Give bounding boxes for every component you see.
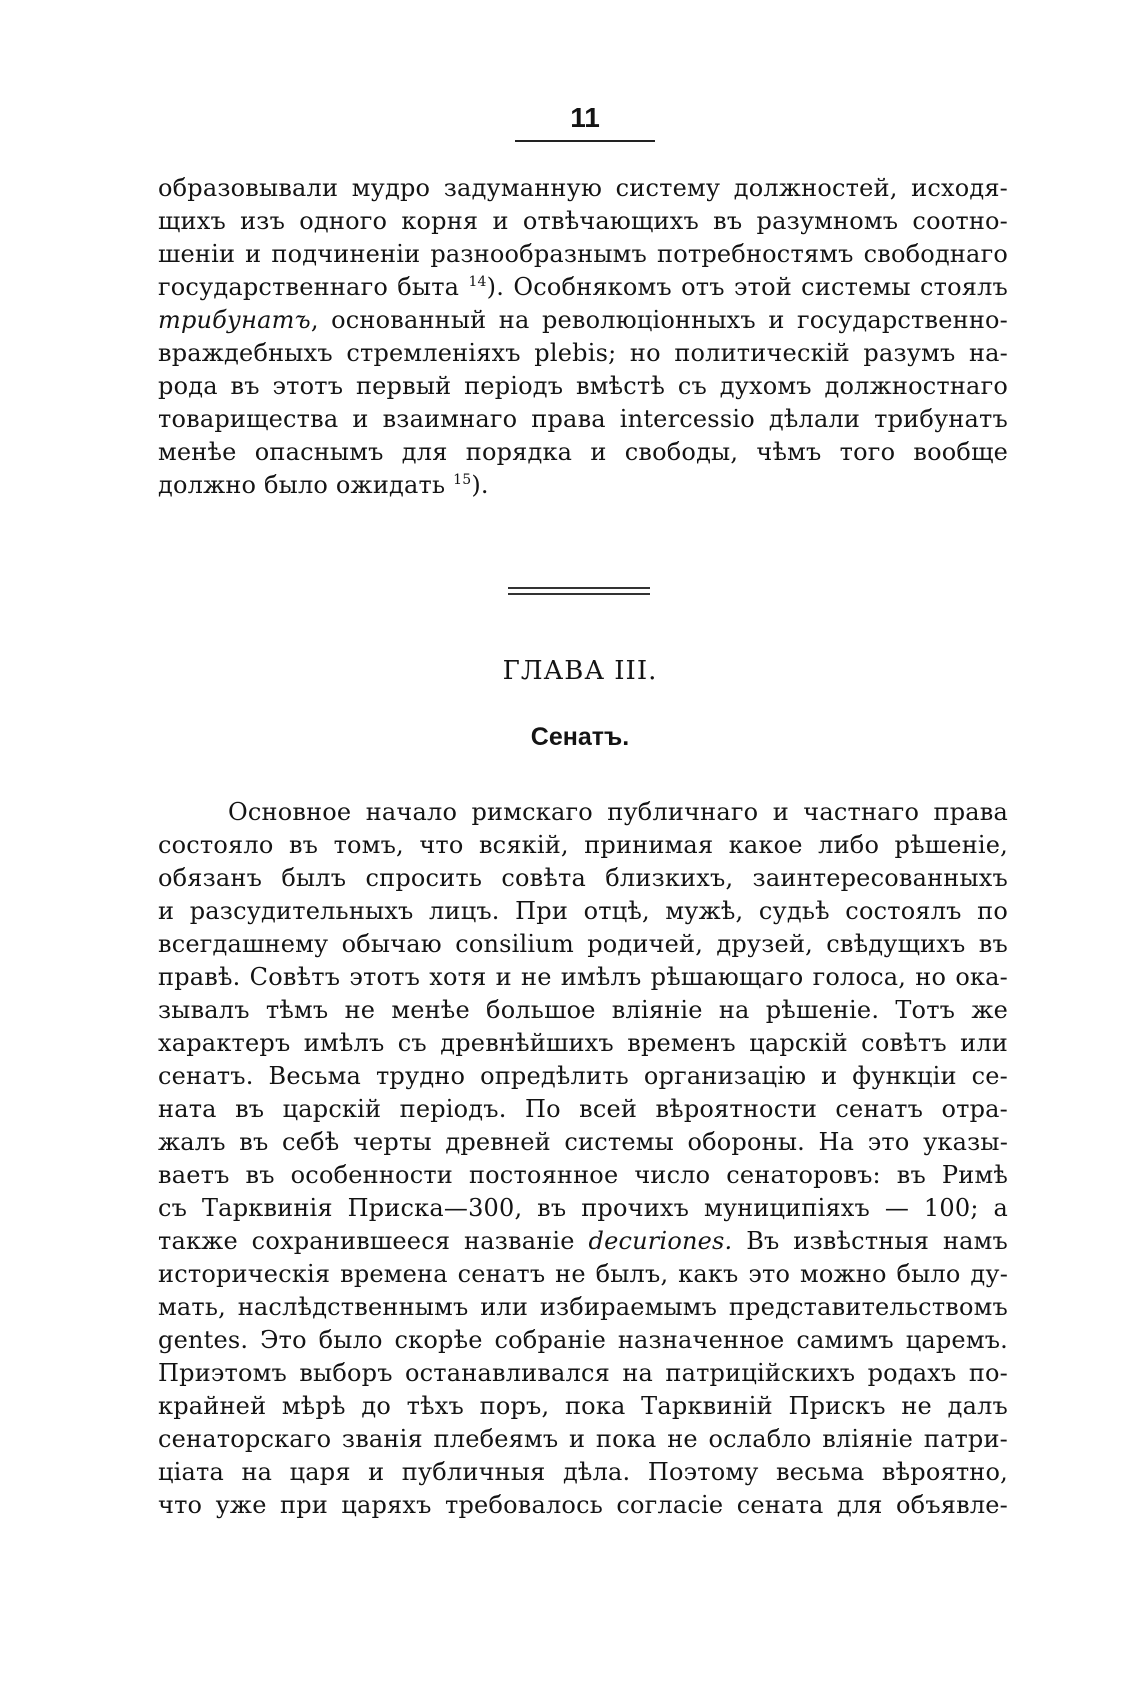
text-line: государственнаго быта $^{14}$). Особнякомъ отъ этой системы стоялъ <box>158 273 1008 301</box>
text-line: рода въ этотъ первый періодъ вмѣстѣ съ духомъ должностнаго <box>158 372 1008 400</box>
text-line: шеніи и подчиненіи разнообразнымъ потребностямъ свободнаго <box>158 240 1008 268</box>
page-number-rule <box>515 140 655 142</box>
paragraph-continuation <box>158 172 1008 502</box>
text-line: также сохранившееся названіе decuriones. Въ извѣстныя намъ <box>158 1227 1008 1255</box>
text-line: характеръ имѣлъ съ древнѣйшихъ временъ царскій совѣтъ или <box>158 1029 1008 1057</box>
page-number: 11 <box>570 102 600 133</box>
footnote-ref: 14 <box>468 274 487 290</box>
text-line: щихъ изъ одного корня и отвѣчающихъ въ разумномъ соотно- <box>158 207 1008 235</box>
text-line: образовывали мудро задуманную систему должностей, исходя- <box>158 174 1008 202</box>
text-line: должно было ожидать $^{15}$). <box>158 471 489 499</box>
text-line: враждебныхъ стремленіяхъ plebis; но политическій разумъ на- <box>158 339 1008 367</box>
text-line: всегдашнему обычаю consilium родичей, друзей, свѣдущихъ въ <box>158 930 1008 958</box>
text-line: ната въ царскій періодъ. По всей вѣроятности сенатъ отра- <box>158 1095 1008 1123</box>
text-line: Приэтомъ выборъ останавливался на патриційскихъ родахъ по- <box>158 1359 1008 1387</box>
text-line: товарищества и взаимнаго права intercessio дѣлали трибунатъ <box>158 405 1008 433</box>
text-line: зывалъ тѣмъ не менѣе большое вліяніе на рѣшеніе. Тотъ же <box>158 996 1008 1024</box>
text-line: обязанъ былъ спросить совѣта близкихъ, заинтересованныхъ <box>158 864 1008 892</box>
text-line: состояло въ томъ, что всякій, принимая какое либо рѣшеніе, <box>158 831 1008 859</box>
text-line: что уже при царяхъ требовалось согласіе сената для объявле- <box>158 1491 1008 1519</box>
text-line: ціата на царя и публичныя дѣла. Поэтому весьма вѣроятно, <box>158 1458 1008 1486</box>
text-line: сенаторскаго званія плебеямъ и пока не ослабло вліяніе патри- <box>158 1425 1008 1453</box>
text-line: правѣ. Совѣтъ этотъ хотя и не имѣлъ рѣшающаго голоса, но ока- <box>158 963 1008 991</box>
chapter-title: ГЛАВА III. <box>502 656 658 686</box>
text-line: gentes. Это было скорѣе собраніе назначенное самимъ царемъ. <box>158 1326 1008 1354</box>
text-line: Основное начало римскаго публичнаго и частнаго права <box>228 798 1008 826</box>
text-line: жалъ въ себѣ черты древней системы обороны. На это указы- <box>158 1128 1008 1156</box>
text-line: сенатъ. Весьма трудно опредѣлить организацію и функціи се- <box>158 1062 1008 1090</box>
section-divider <box>508 587 650 589</box>
footnote-ref: 15 <box>453 472 472 488</box>
text-line: менѣе опаснымъ для порядка и свободы, чѣмъ того вообще <box>158 438 1008 466</box>
text-line: мать, наслѣдственнымъ или избираемымъ представительствомъ <box>158 1293 1008 1321</box>
paragraph-senate <box>158 796 1008 1522</box>
text-line: трибунатъ, основанный на революціонныхъ и государственно- <box>158 306 1008 334</box>
text-line: съ Тарквинія Приска—300, въ прочихъ муниципіяхъ — 100; а <box>158 1194 1008 1222</box>
text-line: историческія времена сенатъ не былъ, какъ это можно было ду- <box>158 1260 1008 1288</box>
text-line: и разсудительныхъ лицъ. При отцѣ, мужѣ, судьѣ состоялъ по <box>158 897 1008 925</box>
text-line: крайней мѣрѣ до тѣхъ поръ, пока Тарквиній Прискъ не далъ <box>158 1392 1008 1420</box>
text-line: ваетъ въ особенности постоянное число сенаторовъ: въ Римѣ <box>158 1161 1008 1189</box>
section-title: Сенатъ. <box>530 723 630 751</box>
section-divider <box>508 593 650 595</box>
